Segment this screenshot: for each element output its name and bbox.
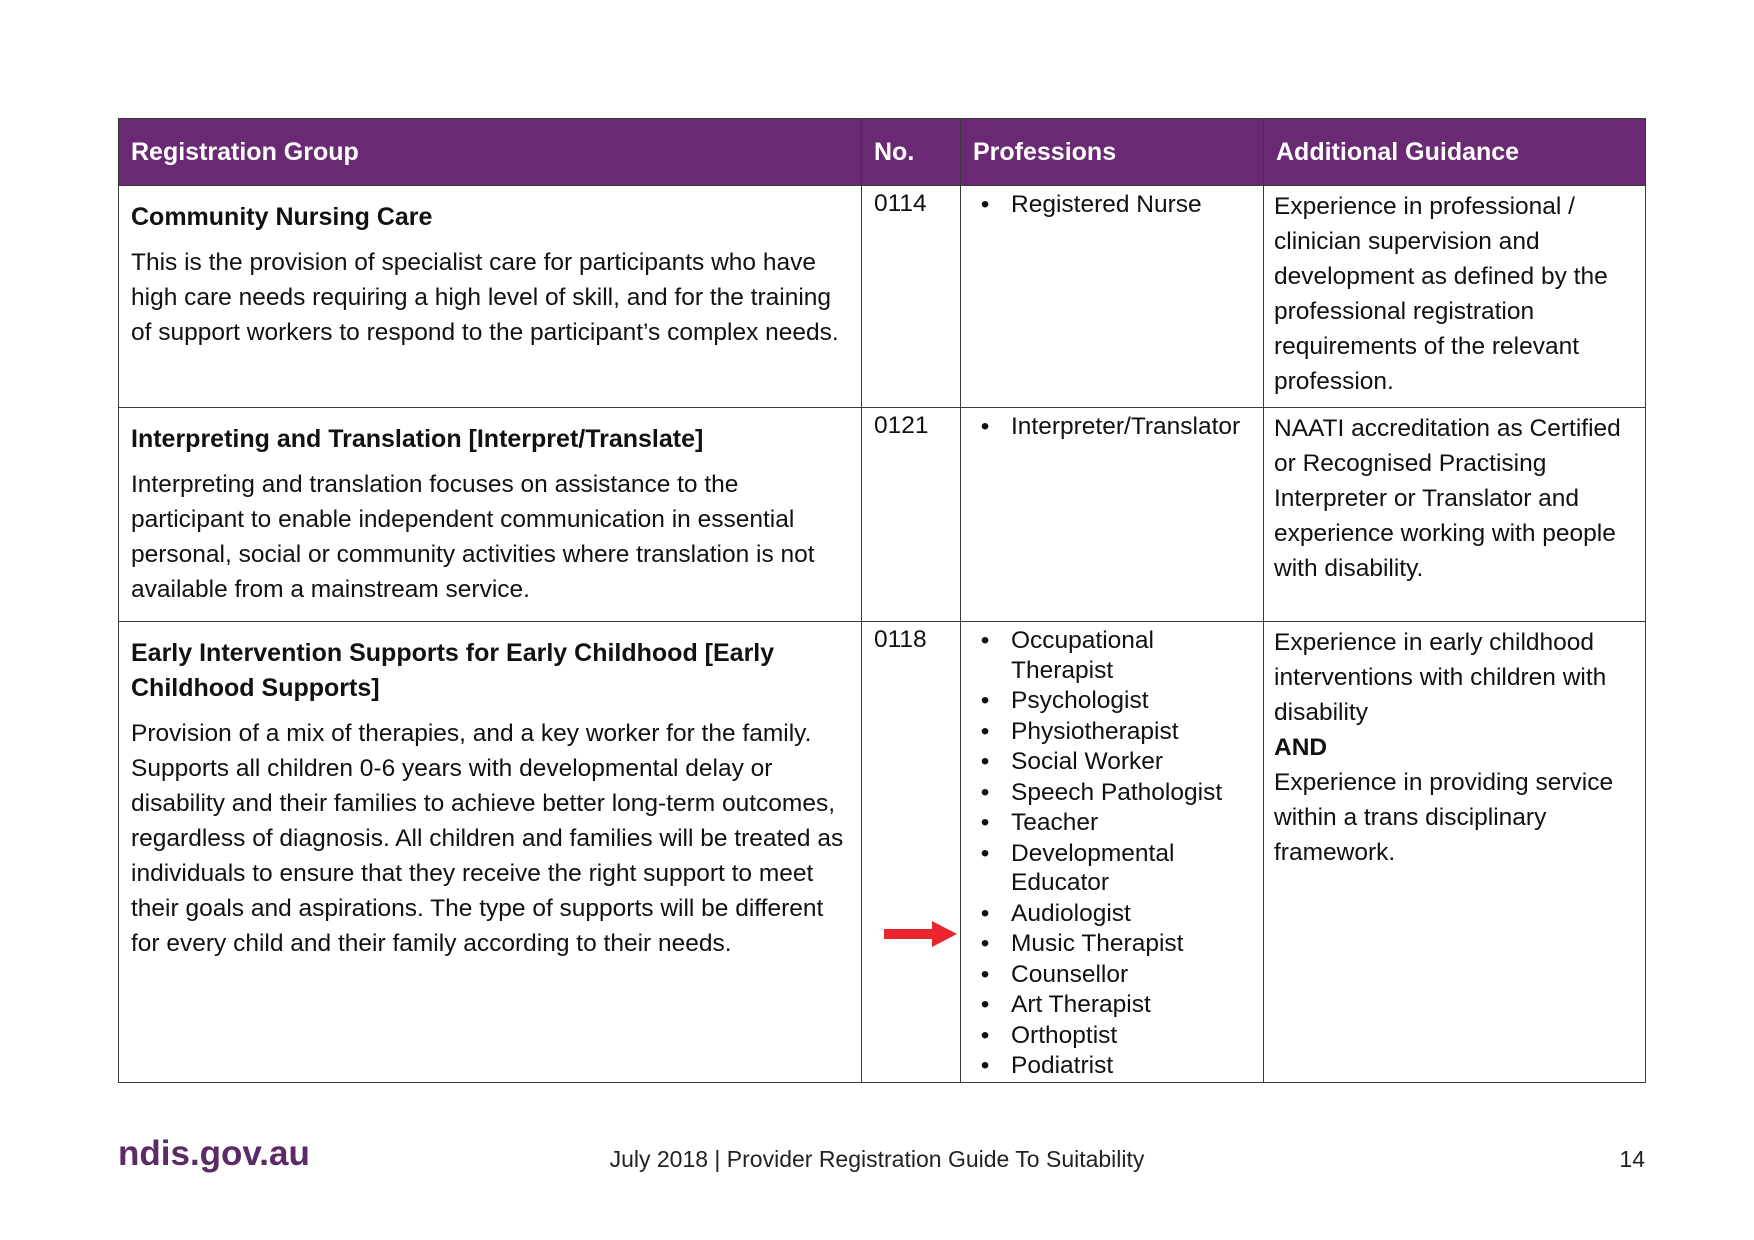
guidance-cell	[1264, 186, 1646, 408]
page-number: 14	[1619, 1146, 1645, 1172]
profession-label: Interpreter/Translator	[1011, 413, 1241, 440]
profession-label: Podiatrist	[1011, 1052, 1114, 1079]
profession-label: Social Worker	[1011, 748, 1164, 775]
table-row	[119, 408, 1646, 622]
bullet-icon: •	[980, 778, 990, 806]
profession-label: Occupational Therapist	[1011, 627, 1155, 684]
profession-label: Psychologist	[1011, 687, 1149, 714]
bullet-icon: •	[980, 413, 990, 440]
group-title: Early Intervention Supports for Early Childhood [Early Childhood Supports]	[131, 639, 775, 702]
professions-cell	[961, 186, 1264, 408]
guidance-text: Experience in professional / clinician supervision and development as defined by the professional registration requirements of the relevant profession.	[1274, 193, 1608, 395]
header-number: No.	[862, 119, 961, 186]
guidance-cell	[1264, 622, 1646, 1083]
profession-label: Music Therapist	[1011, 930, 1184, 957]
bullet-icon: •	[980, 1052, 990, 1079]
professions-list	[971, 626, 1257, 1081]
group-title: Community Nursing Care	[131, 203, 433, 231]
profession-label: Art Therapist	[1011, 991, 1151, 1018]
profession-item	[971, 1021, 1257, 1051]
bullet-icon: •	[980, 748, 990, 775]
professions-list	[971, 190, 1257, 220]
profession-item	[971, 1051, 1257, 1081]
profession-item	[971, 778, 1257, 808]
professions-cell	[961, 408, 1264, 622]
bullet-icon: •	[980, 930, 990, 957]
profession-item	[971, 717, 1257, 747]
header-registration-group: Registration Group	[119, 119, 862, 186]
footer-text: July 2018 | Provider Registration Guide To Suitability	[609, 1146, 1145, 1172]
guidance-and: AND	[1274, 734, 1328, 761]
guidance-cell	[1264, 408, 1646, 622]
ndis-logo[interactable]: ndis.gov.au	[118, 1134, 310, 1173]
professions-cell	[961, 622, 1264, 1083]
profession-item	[971, 747, 1257, 777]
profession-label: Developmental Educator	[1011, 839, 1175, 896]
profession-item	[971, 990, 1257, 1020]
profession-item	[971, 839, 1257, 898]
guidance-text: Experience in providing service within a trans disciplinary framework.	[1274, 769, 1614, 866]
profession-label: Physiotherapist	[1011, 717, 1179, 745]
registration-number: 0121	[862, 408, 961, 622]
profession-label: Registered Nurse	[1011, 191, 1202, 218]
group-description: Interpreting and translation focuses on assistance to the participant to enable independent communication in essential personal, social or community activities where translation is not available from a mainstream service.	[131, 471, 815, 603]
profession-label: Counsellor	[1011, 960, 1129, 988]
registration-number: 0118	[862, 622, 961, 1083]
profession-item	[971, 929, 1257, 959]
table-row	[119, 186, 1646, 408]
group-title: Interpreting and Translation [Interpret/Translate]	[131, 425, 704, 453]
profession-item	[971, 626, 1257, 685]
red-arrow-icon	[884, 920, 958, 948]
registration-group-cell	[119, 186, 862, 408]
registration-number: 0114	[862, 186, 961, 408]
guidance-text: NAATI accreditation as Certified or Recognised Practising Interpreter or Translator and experience working with people with disability.	[1274, 415, 1621, 582]
bullet-icon: •	[980, 717, 990, 745]
profession-label: Audiologist	[1011, 899, 1131, 927]
guidance-text: Experience in early childhood interventions with children with disability	[1274, 629, 1607, 726]
header-professions: Professions	[961, 119, 1264, 186]
bullet-icon: •	[980, 839, 990, 867]
profession-item	[971, 960, 1257, 990]
group-description: This is the provision of specialist care for participants who have high care needs requiring a high level of skill, and for the training of support workers to respond to the participant’s complex needs.	[131, 249, 839, 346]
bullet-icon: •	[980, 1021, 990, 1049]
profession-label: Speech Pathologist	[1011, 778, 1223, 806]
profession-item	[971, 190, 1257, 220]
profession-item	[971, 899, 1257, 929]
bullet-icon: •	[980, 191, 990, 218]
table-header-row	[119, 119, 1646, 186]
bullet-icon: •	[980, 960, 990, 988]
profession-label: Orthoptist	[1011, 1021, 1118, 1049]
profession-item	[971, 412, 1257, 442]
bullet-icon: •	[980, 899, 990, 927]
profession-label: Teacher	[1011, 809, 1099, 836]
registration-group-cell	[119, 622, 862, 1083]
professions-list	[971, 412, 1257, 442]
bullet-icon: •	[980, 809, 990, 836]
arrow-shape	[884, 921, 957, 947]
header-additional-guidance: Additional Guidance	[1264, 119, 1646, 186]
profession-item	[971, 808, 1257, 838]
table-row	[119, 622, 1646, 1083]
registration-table	[118, 118, 1646, 1083]
group-description: Provision of a mix of therapies, and a key worker for the family. Supports all children 0-6 years with developmental delay or disability and their families to achieve better long-term outcomes, regardless of diagnosis. All children and families will be treated as individuals to ensure that they receive the right support to meet their goals and aspirations. The type of supports will be different for every child and their family according to their needs.	[131, 720, 844, 957]
bullet-icon: •	[980, 627, 990, 654]
bullet-icon: •	[980, 991, 990, 1018]
bullet-icon: •	[980, 687, 990, 714]
registration-group-cell	[119, 408, 862, 622]
profession-item	[971, 686, 1257, 716]
